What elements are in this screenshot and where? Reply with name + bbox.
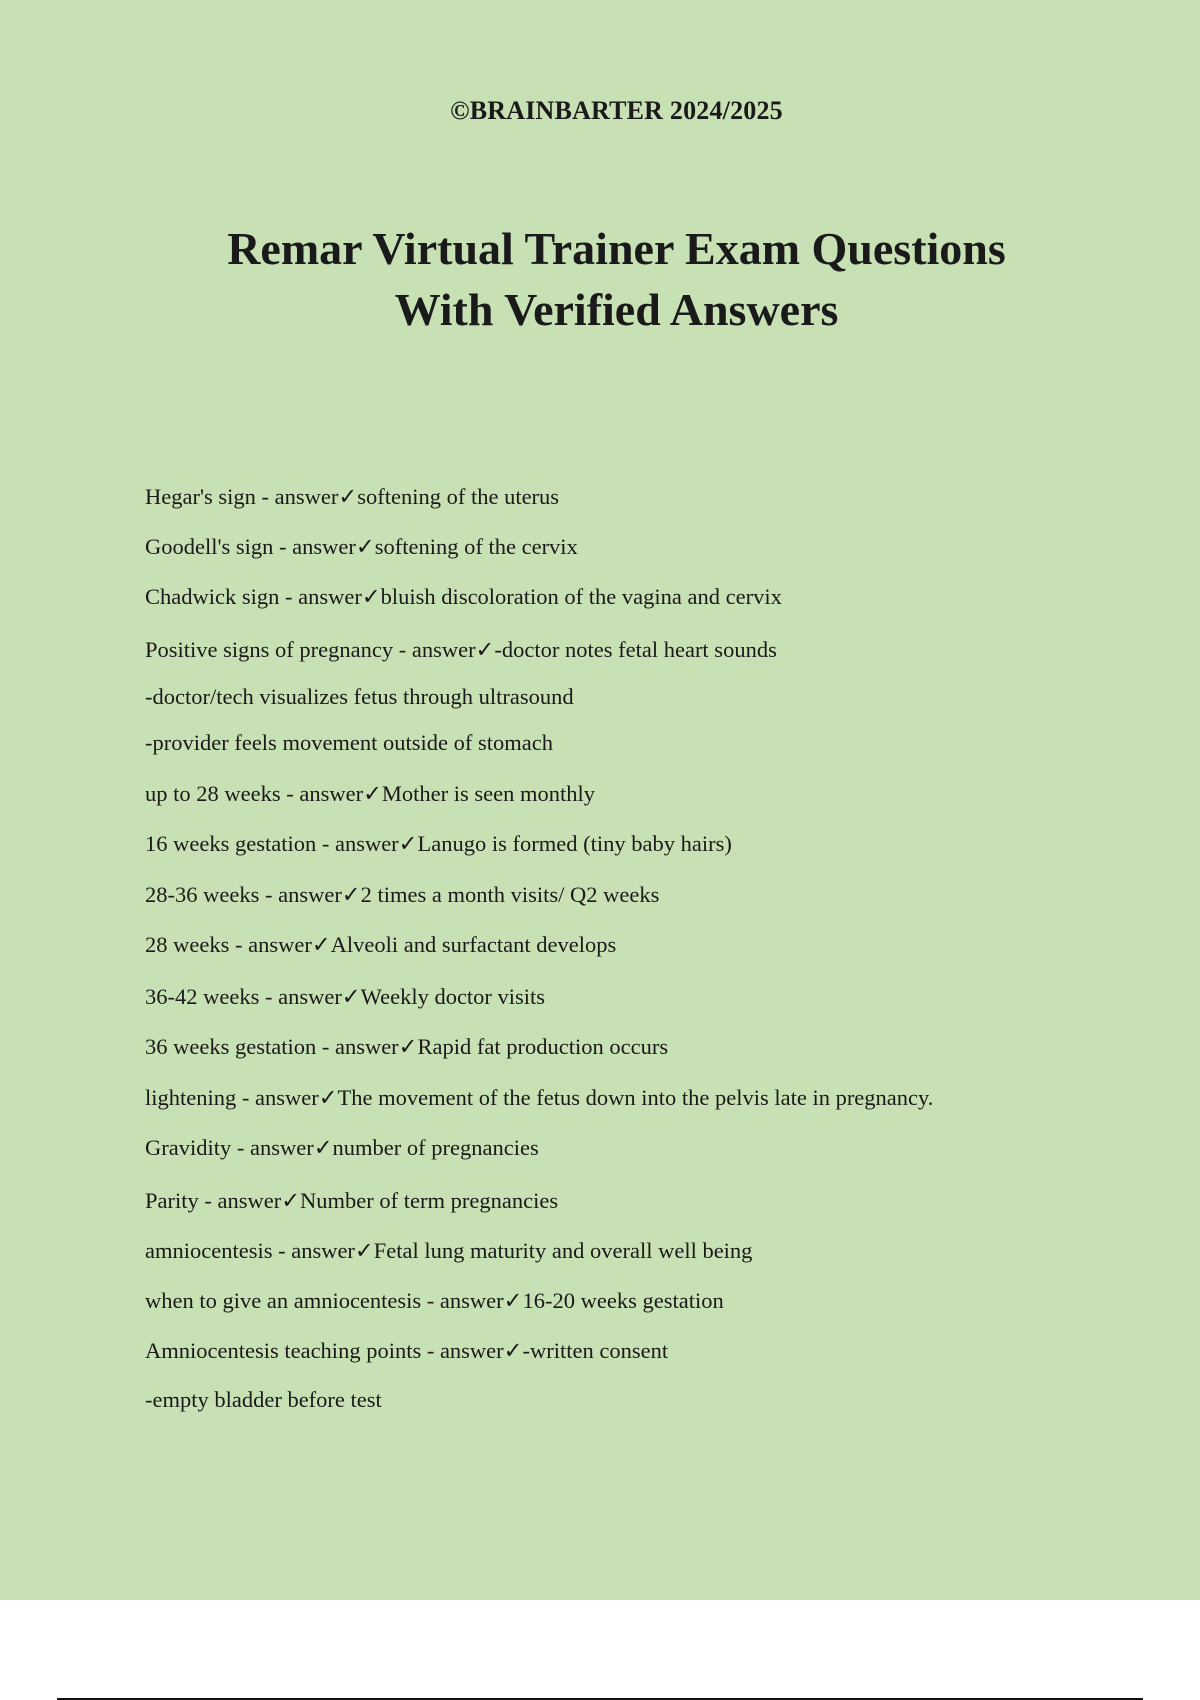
document-title — [0, 218, 1200, 340]
qa-line: amniocentesis - answer✓Fetal lung maturity and overall well being — [145, 1238, 753, 1263]
copyright-header: ©BRAINBARTER 2024/2025 — [450, 96, 783, 125]
qa-line: Positive signs of pregnancy - answer✓-doctor notes fetal heart sounds — [145, 637, 777, 662]
qa-line: Parity - answer✓Number of term pregnancies — [145, 1188, 559, 1213]
title-line-2: With Verified Answers — [394, 284, 839, 335]
qa-line: Hegar's sign - answer✓softening of the uterus — [145, 484, 560, 509]
qa-line: up to 28 weeks - answer✓Mother is seen monthly — [145, 781, 596, 806]
title-line-1: Remar Virtual Trainer Exam Questions — [227, 223, 1006, 274]
qa-line: Chadwick sign - answer✓bluish discoloration of the vagina and cervix — [145, 584, 782, 609]
qa-line: 28-36 weeks - answer✓2 times a month visits/ Q2 weeks — [145, 882, 660, 907]
qa-line: when to give an amniocentesis - answer✓16-20 weeks gestation — [145, 1288, 724, 1313]
qa-line: 36-42 weeks - answer✓Weekly doctor visits — [145, 984, 546, 1009]
qa-line: Goodell's sign - answer✓softening of the cervix — [145, 534, 578, 559]
qa-line: -empty bladder before test — [145, 1387, 382, 1412]
qa-line: 16 weeks gestation - answer✓Lanugo is formed (tiny baby hairs) — [145, 831, 732, 856]
qa-line: -provider feels movement outside of stomach — [145, 730, 554, 755]
qa-line: Amniocentesis teaching points - answer✓-written consent — [145, 1338, 669, 1363]
qa-line: -doctor/tech visualizes fetus through ultrasound — [145, 684, 574, 709]
qa-line: 28 weeks - answer✓Alveoli and surfactant develops — [145, 932, 617, 957]
qa-line: 36 weeks gestation - answer✓Rapid fat production occurs — [145, 1034, 669, 1059]
qa-line: lightening - answer✓The movement of the fetus down into the pelvis late in pregnancy. — [145, 1085, 934, 1110]
qa-line: Gravidity - answer✓number of pregnancies — [145, 1135, 539, 1160]
